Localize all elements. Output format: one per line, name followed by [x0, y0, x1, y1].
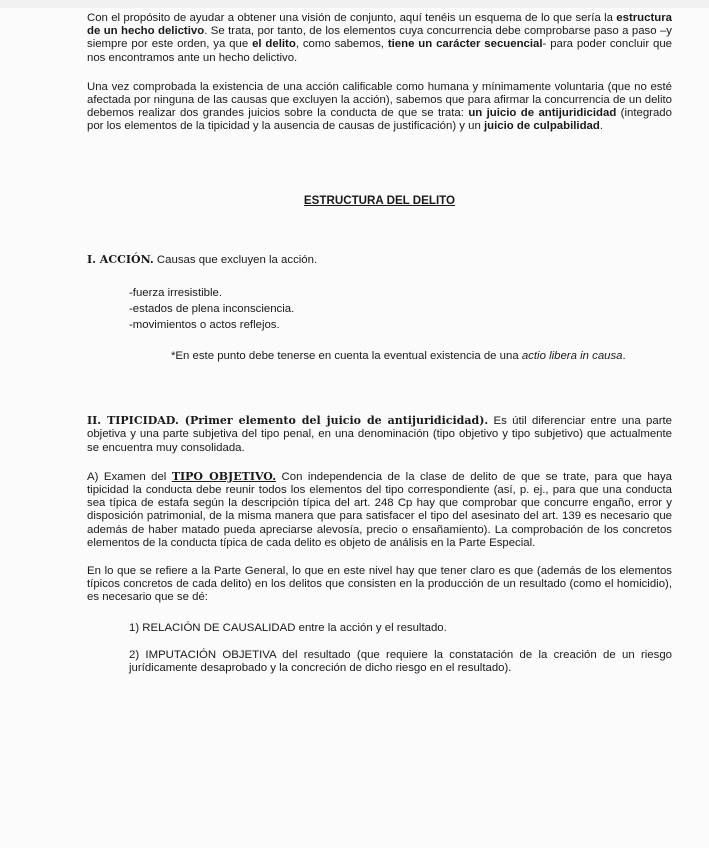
list-item: -fuerza irresistible.: [129, 287, 223, 300]
section-tipicidad: II. TIPICIDAD. (Primer elemento del juicio de antijuridicidad). Es útil diferenciar entre una parte objetiva y una parte subjetiva del tipo penal, en una denominación (tipo objetivo y tipo subjetivo) que actualmente se encuentra muy consolidada.: [87, 414, 672, 454]
causes-list: [129, 285, 672, 333]
list-item: -movimientos o actos reflejos.: [129, 319, 280, 332]
list-item: 2) IMPUTACIÓN OBJETIVA del resultado (que requiere la constatación de la creación de un riesgo jurídicamente desaprobado y la concreción de dicho riesgo en el resultado).: [129, 648, 672, 675]
intro-paragraph: Con el propósito de ayudar a obtener una visión de conjunto, aquí tenéis un esquema de lo que sería la estructura de un hecho delictivo. Se trata, por tanto, de los elementos cuya concurrencia debe comprobarse paso a paso –y siempre por este orden, ya que el delito, como sabemos, tiene un carácter secuencial- para poder concluir que nos encontramos ante un hecho delictivo.: [87, 12, 672, 64]
actio-libera-note: *En este punto debe tenerse en cuenta la eventual existencia de una actio libera in causa.: [171, 350, 626, 363]
document-content: [87, 12, 672, 675]
document-title: ESTRUCTURA DEL DELITO: [303, 193, 456, 207]
section-accion: I. ACCIÓN. Causas que excluyen la acción.: [87, 252, 318, 266]
section-heading-accion: I. ACCIÓN.: [87, 252, 154, 266]
parte-general-paragraph: En lo que se refiere a la Parte General, lo que en este nivel hay que tener claro es que (además de los elementos típicos concretos de cada delito) en los delitos que consisten en la producción de un resultado (como el homicidio), es necesario que se dé:: [87, 565, 672, 604]
section-heading-tipicidad: II. TIPICIDAD. (Primer elemento del juicio de antijuridicidad).: [87, 414, 489, 428]
tipo-objetivo-paragraph: A) Examen del TIPO OBJETIVO. Con independencia de la clase de delito de que se trate, para que haya tipicidad la conducta debe reunir todos los elementos del tipo correspondiente (así, p. ej., para que una conducta sea típica de estafa según la descripción típica del art. 248 Cp hay que comprobar que concurre engaño, error y disposición patrimonial, de la misma manera que para satisfacer el tipo del asesinato del art. 139 es necesario que además de haber matado pueda apreciarse alevosía, precio o ensañamiento). La comprobación de los concretos elementos de la conducta típica de cada delito es objeto de análisis en la Parte Especial.: [87, 469, 673, 549]
judgments-paragraph: Una vez comprobada la existencia de una acción calificable como humana y mínimamente voluntaria (que no esté afectada por ninguna de las causas que excluyen la acción), sabemos que para afirmar la concurrencia de un delito debemos realizar dos grandes juicios sobre la conducta de que se trata: un juicio de antijuridicidad (integrado por los elementos de la tipicidad y la ausencia de causas de justificación) y un juicio de culpabilidad.: [87, 80, 672, 133]
list-item: 1) RELACIÓN DE CAUSALIDAD entre la acción y el resultado.: [129, 621, 447, 634]
list-item: -estados de plena inconsciencia.: [129, 303, 295, 316]
